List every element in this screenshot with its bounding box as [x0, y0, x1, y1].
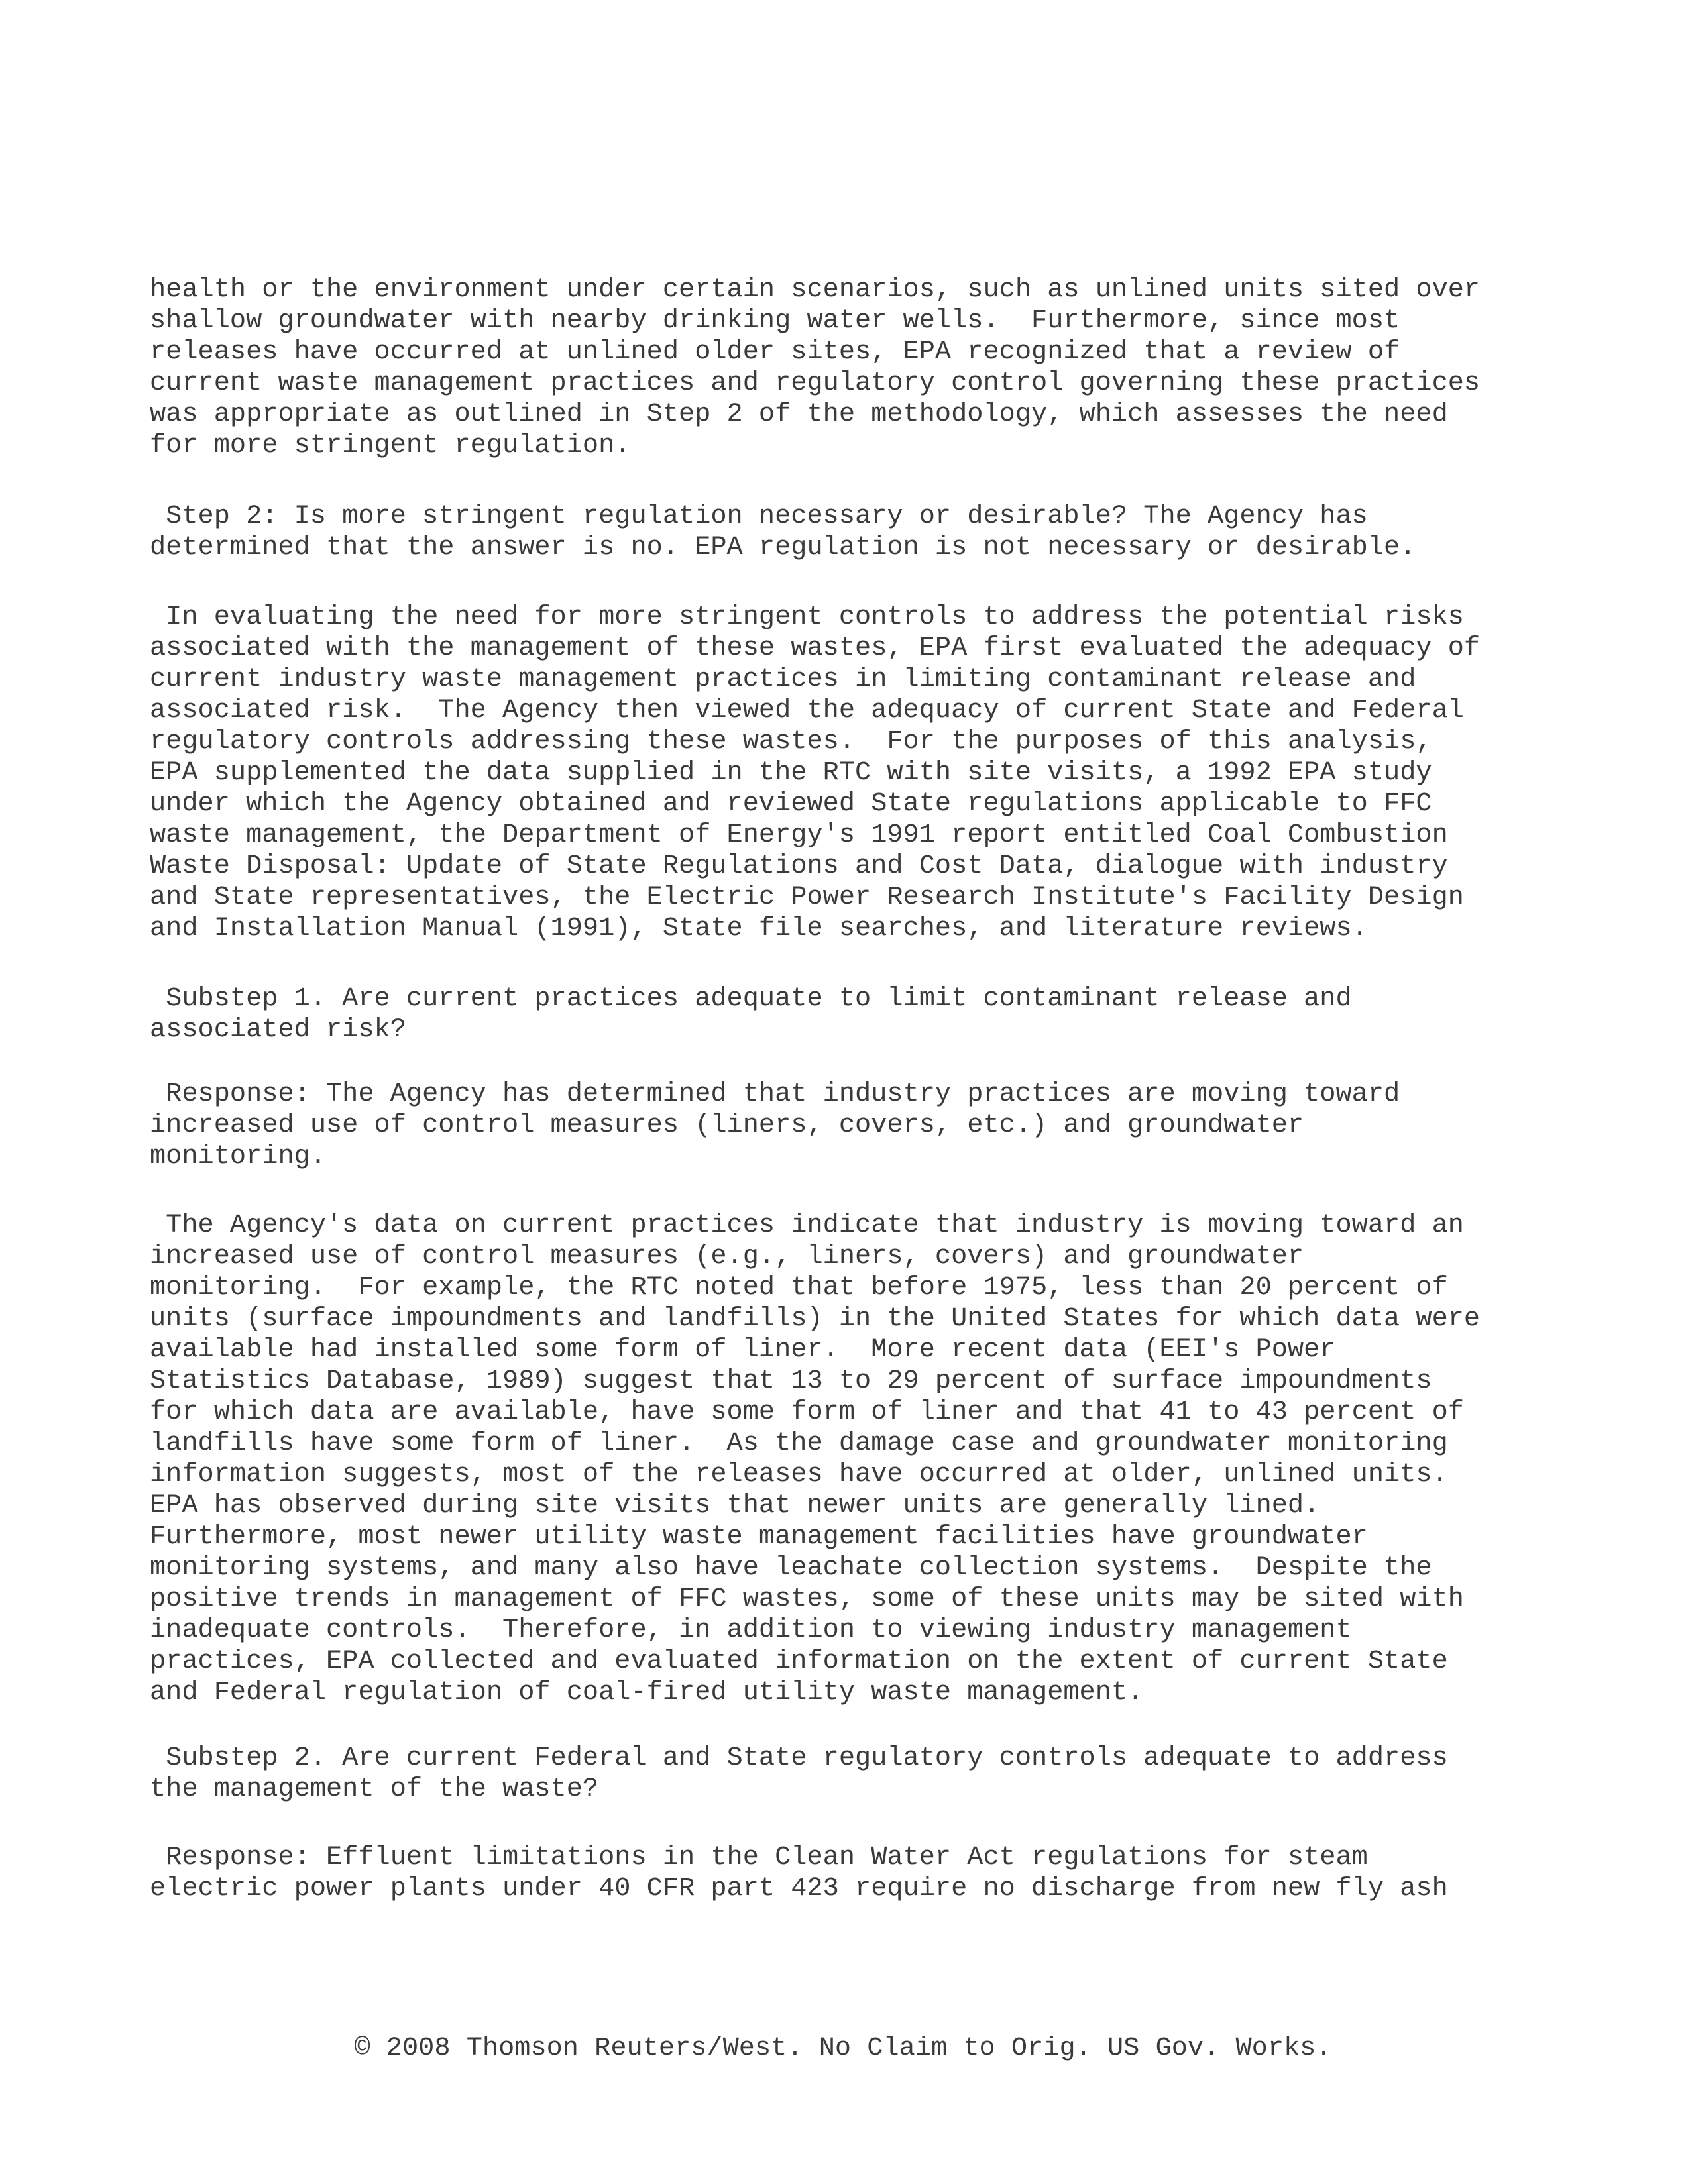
paragraph-step-2: Step 2: Is more stringent regulation necessary or desirable? The Agency has determined that the answer is no. EPA regulation is not necessary or desirable. [150, 501, 1416, 563]
paragraph-substep-1: Substep 1. Are current practices adequate to limit contaminant release and associated risk? [150, 983, 1352, 1045]
paragraph-health-environment: health or the environment under certain scenarios, such as unlined units sited over shallow groundwater with nearby drinking water wells. Furthermore, since most releases have occurred at unlined older sites, EPA recognized that a review of current waste management practices and regulatory control governing these practices was appropriate as outlined in Step 2 of the methodology, which assesses the need for more stringent regulation. [150, 274, 1481, 461]
paragraph-response-1: Response: The Agency has determined that industry practices are moving toward increased use of control measures (liners, covers, etc.) and groundwater monitoring. [150, 1079, 1400, 1172]
paragraph-evaluating-need: In evaluating the need for more stringent controls to address the potential risks associated with the management of these wastes, EPA first evaluated the adequacy of current industry waste management practices in limiting contaminant release and associated risk. The Agency then viewed the adequacy of current State and Federal regulatory controls addressing these wastes. For the purposes of this analysis, EPA supplemented the data supplied in the RTC with site visits, a 1992 EPA study under which the Agency obtained and reviewed State regulations applicable to FFC waste management, the Department of Energy's 1991 report entitled Coal Combustion Waste Disposal: Update of State Regulations and Cost Data, dialogue with industry and State representatives, the Electric Power Research Institute's Facility Design and Installation Manual (1991), State file searches, and literature reviews. [150, 602, 1481, 944]
paragraph-response-2: Response: Effluent limitations in the Clean Water Act regulations for steam electric power plants under 40 CFR part 423 require no discharge from new fly ash [150, 1842, 1448, 1904]
paragraph-substep-2: Substep 2. Are current Federal and State regulatory controls adequate to address the management of the waste? [150, 1743, 1448, 1804]
paragraph-current-practices: The Agency's data on current practices indicate that industry is moving toward an increased use of control measures (e.g., liners, covers) and groundwater monitoring. For example, the RTC noted that before 1975, less than 20 percent of units (surface impoundments and landfills) in the United States for which data were available had installed some form of liner. More recent data (EEI's Power Statistics Database, 1989) suggest that 13 to 29 percent of surface impoundments for which data are available, have some form of liner and that 41 to 43 percent of landfills have some form of liner. As the damage case and groundwater monitoring information suggests, most of the releases have occurred at older, unlined units. EPA has observed during site visits that newer units are generally lined. Furthermore, most newer utility waste management facilities have groundwater monitoring systems, and many also have leachate collection systems. Despite the positive trends in management of FFC wastes, some of these units may be sited with inadequate controls. Therefore, in addition to viewing industry management practices, EPA collected and evaluated information on the extent of current State and Federal regulation of coal-fired utility waste management. [150, 1210, 1481, 1708]
copyright-footer: © 2008 Thomson Reuters/West. No Claim to Orig. US Gov. Works. [354, 2033, 1332, 2063]
